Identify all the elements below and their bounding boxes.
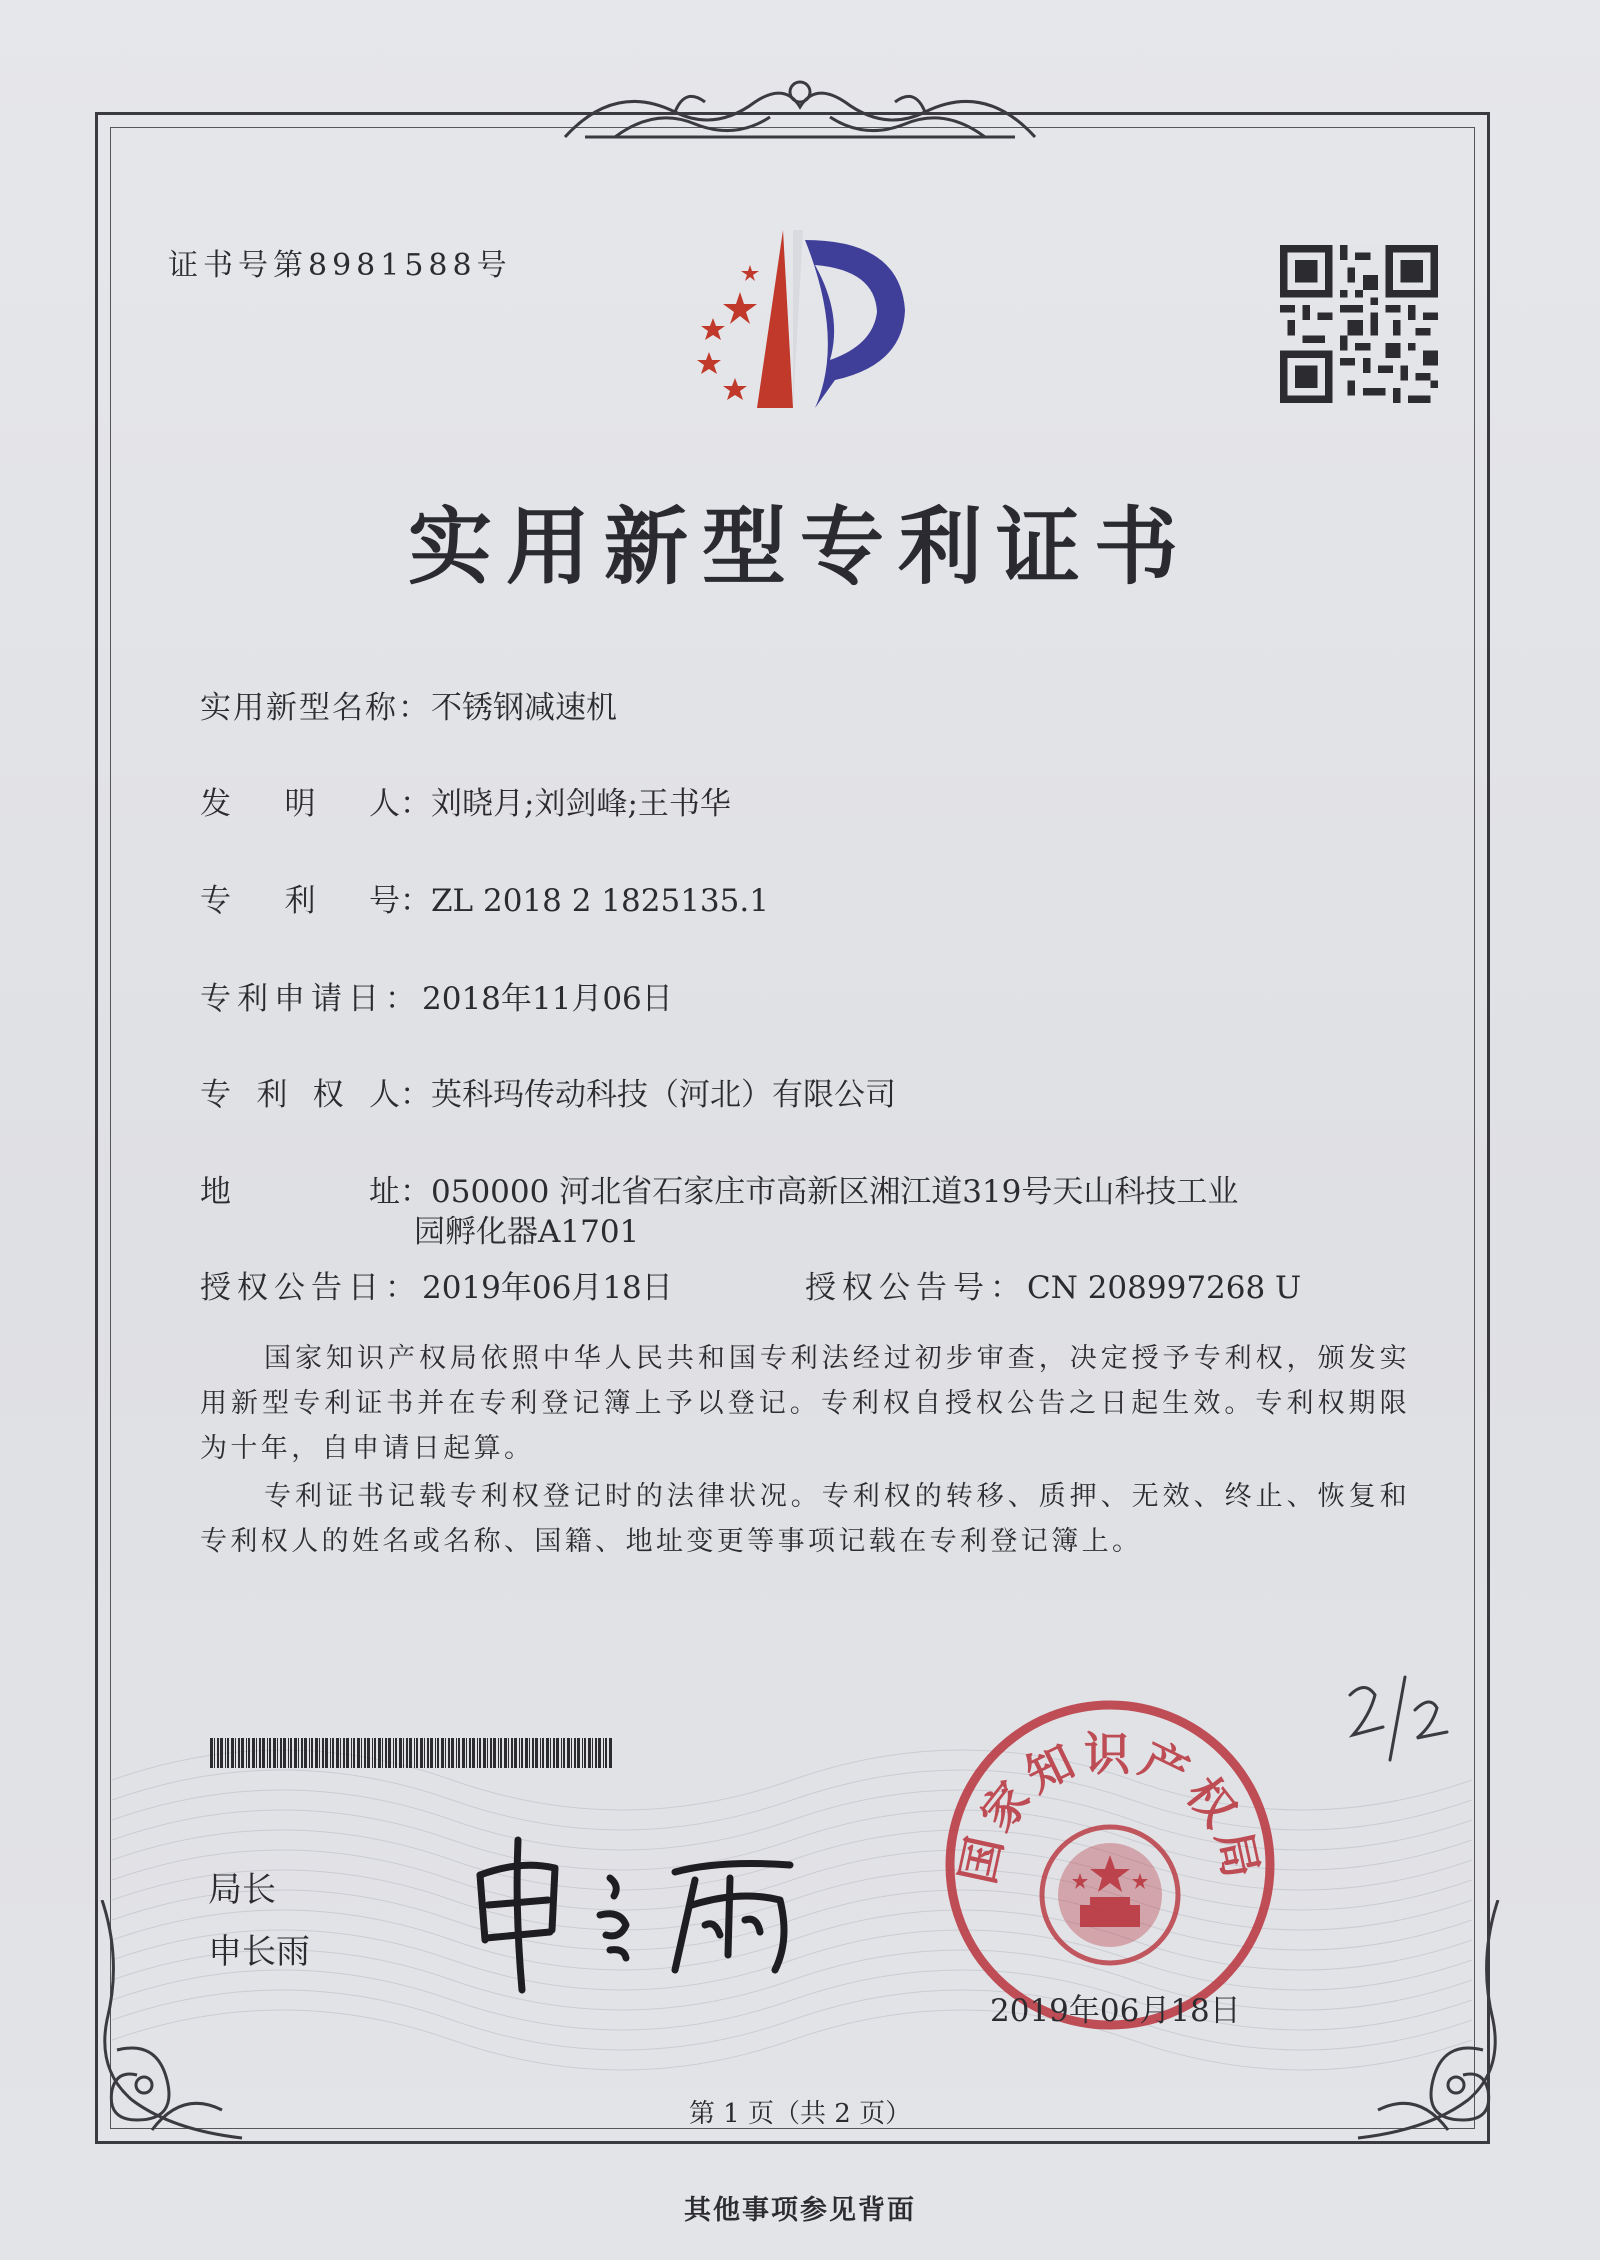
- inventor-row: 发 明 人 ：刘晓月;刘剑峰;王书华: [200, 778, 731, 823]
- filing-date-label: 专利申请日：: [200, 981, 422, 1017]
- top-ornament-icon: [555, 62, 1045, 152]
- utility-model-name-row: [200, 682, 617, 727]
- certificate-number: 证书号第8981588号: [168, 248, 512, 283]
- address-value-line1: 050000 河北省石家庄市高新区湘江道319号天山科技工业: [431, 1174, 1239, 1210]
- address-label: 地 址: [200, 1174, 400, 1210]
- inventor-label: 发 明 人: [200, 786, 400, 822]
- address-value-line2: 园孵化器A1701: [414, 1214, 640, 1250]
- patentee-row: 专 利 权 人 ：英科玛传动科技（河北）有限公司: [200, 1069, 896, 1114]
- grant-date-row: [200, 1262, 673, 1307]
- patentee-value: 英科玛传动科技（河北）有限公司: [431, 1077, 896, 1113]
- qr-code-icon: [1280, 245, 1438, 403]
- patent-number-row: 专 利 号 ：ZL 2018 2 1825135.1: [200, 875, 769, 920]
- filing-date-value: 2018年11月06日: [422, 981, 673, 1017]
- director-name: 申长雨: [208, 1932, 310, 1972]
- address-row: 地 址 ：050000 河北省石家庄市高新区湘江道319号天山科技工业: [200, 1166, 1238, 1211]
- filing-date-row: [200, 973, 673, 1018]
- barcode-icon: [210, 1738, 612, 1768]
- grant-number-value: CN 208997268 U: [1027, 1270, 1302, 1306]
- page-title: 实用新型专利证书: [407, 498, 1192, 596]
- utility-model-name-value: 不锈钢减速机: [431, 690, 617, 726]
- utility-model-name-label: 实用新型名称：: [200, 690, 431, 726]
- handwritten-note: [1335, 1665, 1475, 1765]
- legal-paragraph-2: 专利证书记载专利权登记时的法律状况。专利权的转移、质押、无效、终止、恢复和专利权人的姓名或名称、国籍、地址变更等事项记载在专利登记簿上。: [200, 1481, 1410, 1557]
- director-title: 局长: [208, 1870, 276, 1910]
- page-indicator: 第 1 页（共 2 页）: [688, 2099, 912, 2129]
- cnipa-logo-icon: [665, 220, 925, 420]
- footer-note: 其他事项参见背面: [684, 2195, 916, 2226]
- svg-text:国家知识产权局: 国家知识产权局: [950, 1726, 1270, 1889]
- grant-date-value: 2019年06月18日: [422, 1270, 673, 1306]
- inventor-value: 刘晓月;刘剑峰;王书华: [431, 786, 731, 822]
- legal-paragraph-1: 国家知识产权局依照中华人民共和国专利法经过初步审查，决定授予专利权，颁发实用新型专利证书并在专利登记簿上予以登记。专利权自授权公告之日起生效。专利权期限为十年，自申请日起算。: [200, 1343, 1410, 1464]
- patent-number-value: ZL 2018 2 1825135.1: [431, 883, 769, 919]
- grant-date-label: 授权公告日：: [200, 1270, 422, 1306]
- seal-date: 2019年06月18日: [990, 1993, 1241, 2029]
- official-seal-icon: [940, 1695, 1280, 2035]
- grant-number-row: [805, 1262, 1301, 1307]
- grant-number-label: 授权公告号：: [805, 1270, 1027, 1306]
- director-signature: [460, 1820, 820, 2000]
- patent-number-label: 专 利 号: [200, 883, 400, 919]
- patentee-label: 专 利 权 人: [200, 1077, 400, 1113]
